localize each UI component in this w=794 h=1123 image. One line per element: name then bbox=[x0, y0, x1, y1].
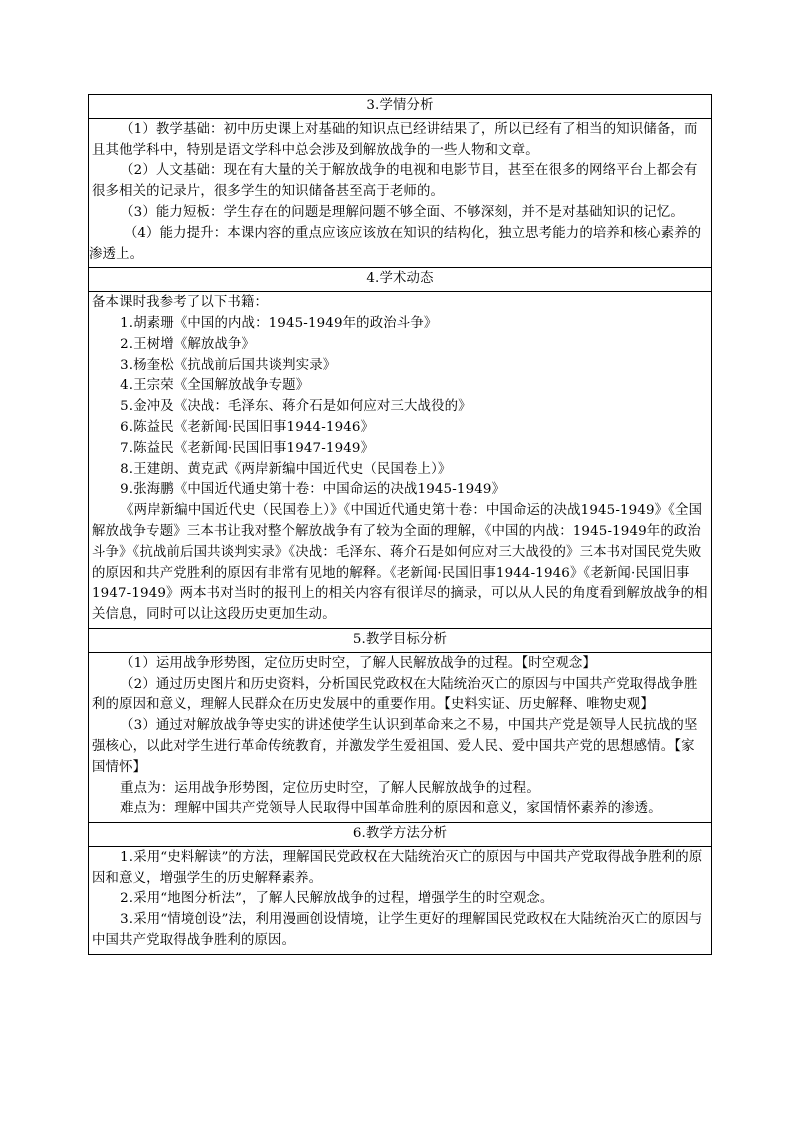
paragraph: 2.采用“地图分析法”，了解人民解放战争的过程，增强学生的时空观念。 bbox=[120, 891, 554, 907]
paragraph: （2）通过历史图片和历史资料，分析国民党政权在大陆统治灭亡的原因与中国共产党取得战争胜利的原因和意义，理解人民群众在历史发展中的重要作用。【史料实证、历史解释、唯物史观】 bbox=[92, 676, 698, 713]
paragraph: （4）能力提升：本课内容的重点应该应该放在知识的结构化，独立思考能力的培养和核心素养的渗透上。 bbox=[89, 225, 702, 262]
section-body bbox=[89, 118, 712, 268]
paragraph: 3.采用“情境创设”法，利用漫画创设情境，让学生更好的理解国民党政权在大陆统治灭亡的原因与中国共产党取得战争胜利的原因。 bbox=[92, 912, 703, 949]
paragraph: （3）能力短板：学生存在的问题是理解问题不够全面、不够深刻，并不是对基础知识的记忆。 bbox=[120, 204, 684, 220]
section-4-body-row bbox=[89, 292, 712, 629]
book-item: 8.王建朗、黄克武《两岸新编中国近代史（民国卷上）》 bbox=[120, 461, 452, 477]
lesson-plan-table bbox=[88, 94, 712, 955]
section-5-header-row bbox=[89, 628, 712, 652]
paragraph: （3）通过对解放战争等史实的讲述使学生认识到革命来之不易，中国共产党是领导人民抗战的坚强核心，以此对学生进行革命传统教育，并激发学生爱祖国、爱人民、爱中国共产党的思想感情。【家国情怀】 bbox=[92, 718, 698, 775]
section-body bbox=[89, 292, 712, 629]
section-4-header-row bbox=[89, 268, 712, 292]
book-item: 3.杨奎松《抗战前后国共谈判实录》 bbox=[120, 357, 337, 373]
book-item: 4.王宗荣《全国解放战争专题》 bbox=[120, 378, 310, 394]
section-6-header-row bbox=[89, 823, 712, 847]
section-6-body-row bbox=[89, 846, 712, 954]
section-title: 5.教学目标分析 bbox=[89, 628, 712, 652]
book-item: 1.胡素珊《中国的内战：1945-1949年的政治斗争》 bbox=[120, 315, 438, 331]
key-point: 重点为：运用战争形势图，定位历史时空，了解人民解放战争的过程。 bbox=[120, 780, 540, 796]
section-3-header-row bbox=[89, 95, 712, 119]
book-item: 2.王树增《解放战争》 bbox=[120, 336, 256, 352]
section-3-body-row bbox=[89, 118, 712, 268]
difficult-point: 难点为：理解中国共产党领导人民取得中国革命胜利的原因和意义，家国情怀素养的渗透。 bbox=[120, 801, 662, 817]
lesson-plan-document bbox=[88, 94, 712, 955]
paragraph: （2）人文基础：现在有大量的关于解放战争的电视和电影节目，甚至在很多的网络平台上都会有很多相关的记录片，很多学生的知识储备甚至高于老师的。 bbox=[92, 163, 698, 200]
section-title: 6.教学方法分析 bbox=[89, 823, 712, 847]
book-item: 7.陈益民《老新闻·民国旧事1947-1949》 bbox=[120, 440, 375, 456]
book-item: 6.陈益民《老新闻·民国旧事1944-1946》 bbox=[120, 419, 375, 435]
section-5-body-row bbox=[89, 652, 712, 822]
summary-paragraph: 《两岸新编中国近代史（民国卷上）》《中国近代通史第十卷：中国命运的决战1945-1949》《全国解放战争专题》三本书让我对整个解放战争有了较为全面的理解，《中国的内战：1945-1949年的政治斗争》《抗战前后国共谈判实录》《决战：毛泽东、蒋介石是如何应对三大战役的》三本书对国民党失败的原因和共产党胜利的原因有非常有见地的解释。《老新闻·民国旧事1944-1946》《老新闻·民国旧事1947-1949》两本书对当时的报刊上的相关内容有很详尽的摘录，可以从人民的角度看到解放战争的相关信息，同时可以让这段历史更加生动。 bbox=[92, 503, 708, 623]
section-title: 4.学术动态 bbox=[89, 268, 712, 292]
book-item: 5.金冲及《决战：毛泽东、蒋介石是如何应对三大战役的》 bbox=[120, 399, 472, 415]
intro-text: 备本课时我参考了以下书籍： bbox=[92, 295, 269, 311]
section-body bbox=[89, 846, 712, 954]
section-title: 3.学情分析 bbox=[89, 95, 712, 119]
paragraph: （1）教学基础：初中历史课上对基础的知识点已经讲结果了，所以已经有了相当的知识储备，而且其他学科中，特别是语文学科中总会涉及到解放战争的一些人物和文章。 bbox=[92, 121, 698, 158]
paragraph: （1）运用战争形势图，定位历史时空，了解人民解放战争的过程。【时空观念】 bbox=[120, 655, 597, 671]
book-item: 9.张海鹏《中国近代通史第十卷：中国命运的决战1945-1949》 bbox=[120, 482, 506, 498]
section-body bbox=[89, 652, 712, 822]
paragraph: 1.采用“史料解读”的方法，理解国民党政权在大陆统治灭亡的原因与中国共产党取得战争胜利的原因和意义，增强学生的历史解释素养。 bbox=[92, 849, 703, 886]
